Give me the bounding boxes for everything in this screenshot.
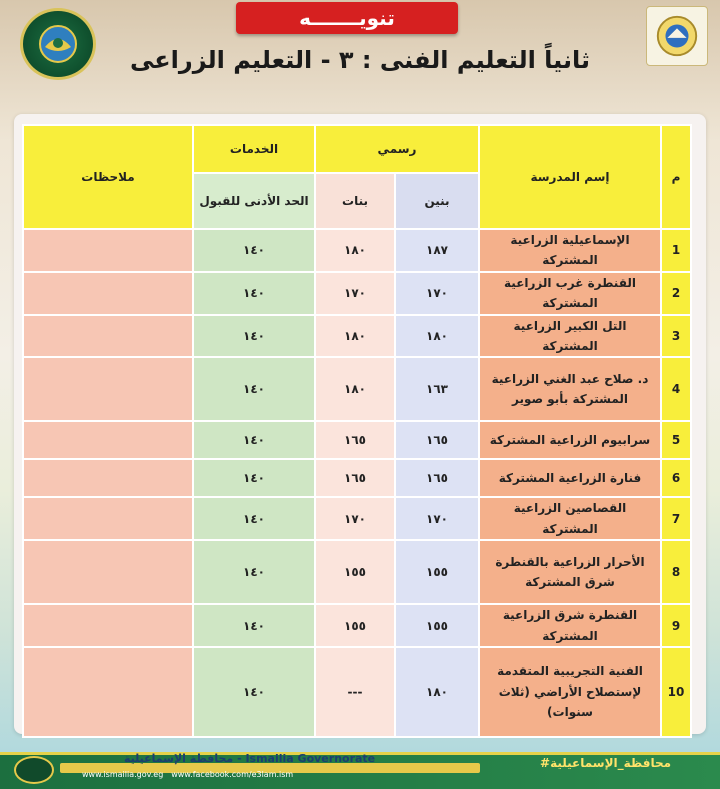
- row-num: 10: [661, 647, 691, 737]
- row-boys: ١٥٥: [395, 540, 479, 604]
- table-row: [23, 272, 691, 315]
- row-min: ١٤٠: [193, 459, 315, 497]
- header-girls: بنات: [315, 173, 395, 229]
- row-boys: ١٦٥: [395, 459, 479, 497]
- row-notes: [23, 421, 193, 459]
- row-num: 5: [661, 421, 691, 459]
- row-min: ١٤٠: [193, 540, 315, 604]
- row-notes: [23, 604, 193, 647]
- row-notes: [23, 459, 193, 497]
- table-row: [23, 540, 691, 604]
- row-min: ١٤٠: [193, 315, 315, 358]
- row-min: ١٤٠: [193, 604, 315, 647]
- header-min-admission: الحد الأدنى للقبول: [193, 173, 315, 229]
- header-services: الخدمات: [193, 125, 315, 173]
- row-num: 4: [661, 357, 691, 421]
- row-min: ١٤٠: [193, 229, 315, 272]
- row-num: 6: [661, 459, 691, 497]
- row-boys: ١٨٧: [395, 229, 479, 272]
- row-school: الأحرار الزراعية بالقنطرة شرق المشتركة: [479, 540, 661, 604]
- row-girls: ١٥٥: [315, 540, 395, 604]
- footer-facebook-link[interactable]: www.facebook.com/e3lam.ism: [171, 770, 294, 779]
- page-title: ثانياً التعليم الفنى : ٣ - التعليم الزراعى: [129, 46, 591, 74]
- table-row: [23, 497, 691, 540]
- notice-banner: تنويـــــــه: [236, 2, 458, 34]
- row-girls: ١٨٠: [315, 229, 395, 272]
- footer-hashtag: #محافظة_الإسماعيلية: [540, 756, 672, 770]
- footer-links: [82, 770, 293, 779]
- row-min: ١٤٠: [193, 272, 315, 315]
- schools-table: [22, 124, 692, 738]
- row-girls: ---: [315, 647, 395, 737]
- row-notes: [23, 272, 193, 315]
- table-row: [23, 315, 691, 358]
- row-min: ١٤٠: [193, 497, 315, 540]
- row-min: ١٤٠: [193, 357, 315, 421]
- table-row: [23, 604, 691, 647]
- row-num: 1: [661, 229, 691, 272]
- header-boys: بنين: [395, 173, 479, 229]
- row-boys: ١٦٥: [395, 421, 479, 459]
- header-school: إسم المدرسة: [479, 125, 661, 229]
- row-num: 2: [661, 272, 691, 315]
- row-girls: ١٧٠: [315, 272, 395, 315]
- row-num: 7: [661, 497, 691, 540]
- row-num: 3: [661, 315, 691, 358]
- row-girls: ١٥٥: [315, 604, 395, 647]
- row-school: القنطرة شرق الزراعية المشتركة: [479, 604, 661, 647]
- row-boys: ١٧٠: [395, 272, 479, 315]
- row-notes: [23, 229, 193, 272]
- footer-seal-icon: [14, 756, 54, 784]
- row-girls: ١٧٠: [315, 497, 395, 540]
- row-boys: ١٨٠: [395, 315, 479, 358]
- row-min: ١٤٠: [193, 421, 315, 459]
- row-min: ١٤٠: [193, 647, 315, 737]
- governorate-seal-icon: [20, 8, 96, 80]
- table-row: [23, 229, 691, 272]
- row-boys: ١٨٠: [395, 647, 479, 737]
- header-num: م: [661, 125, 691, 229]
- row-num: 8: [661, 540, 691, 604]
- row-school: الإسماعيلية الزراعية المشتركة: [479, 229, 661, 272]
- row-school: القصاصين الزراعية المشتركة: [479, 497, 661, 540]
- row-notes: [23, 497, 193, 540]
- header-notes: ملاحظات: [23, 125, 193, 229]
- row-school: التل الكبير الزراعية المشتركة: [479, 315, 661, 358]
- row-girls: ١٨٠: [315, 315, 395, 358]
- row-notes: [23, 357, 193, 421]
- row-girls: ١٨٠: [315, 357, 395, 421]
- footer-website-link[interactable]: www.ismailia.gov.eg: [82, 770, 164, 779]
- footer-name: محافظة الإسماعيلية - Ismailia Governorate: [124, 752, 376, 765]
- table-row: [23, 459, 691, 497]
- row-school: سرابيوم الزراعية المشتركة: [479, 421, 661, 459]
- row-boys: ١٦٣: [395, 357, 479, 421]
- row-notes: [23, 647, 193, 737]
- row-notes: [23, 540, 193, 604]
- table-row: [23, 421, 691, 459]
- row-school: القنطرة غرب الزراعية المشتركة: [479, 272, 661, 315]
- row-school: فنارة الزراعية المشتركة: [479, 459, 661, 497]
- row-num: 9: [661, 604, 691, 647]
- row-boys: ١٥٥: [395, 604, 479, 647]
- row-notes: [23, 315, 193, 358]
- row-school: د. صلاح عبد الغني الزراعية المشتركة بأبو صوير: [479, 357, 661, 421]
- row-girls: ١٦٥: [315, 421, 395, 459]
- table-row: [23, 357, 691, 421]
- row-school: الفنية التجريبية المتقدمة لإستصلاح الأراضي (ثلاث سنوات): [479, 647, 661, 737]
- row-boys: ١٧٠: [395, 497, 479, 540]
- header-official: رسمي: [315, 125, 479, 173]
- table-row: [23, 647, 691, 737]
- row-girls: ١٦٥: [315, 459, 395, 497]
- education-directorate-emblem-icon: [646, 6, 708, 66]
